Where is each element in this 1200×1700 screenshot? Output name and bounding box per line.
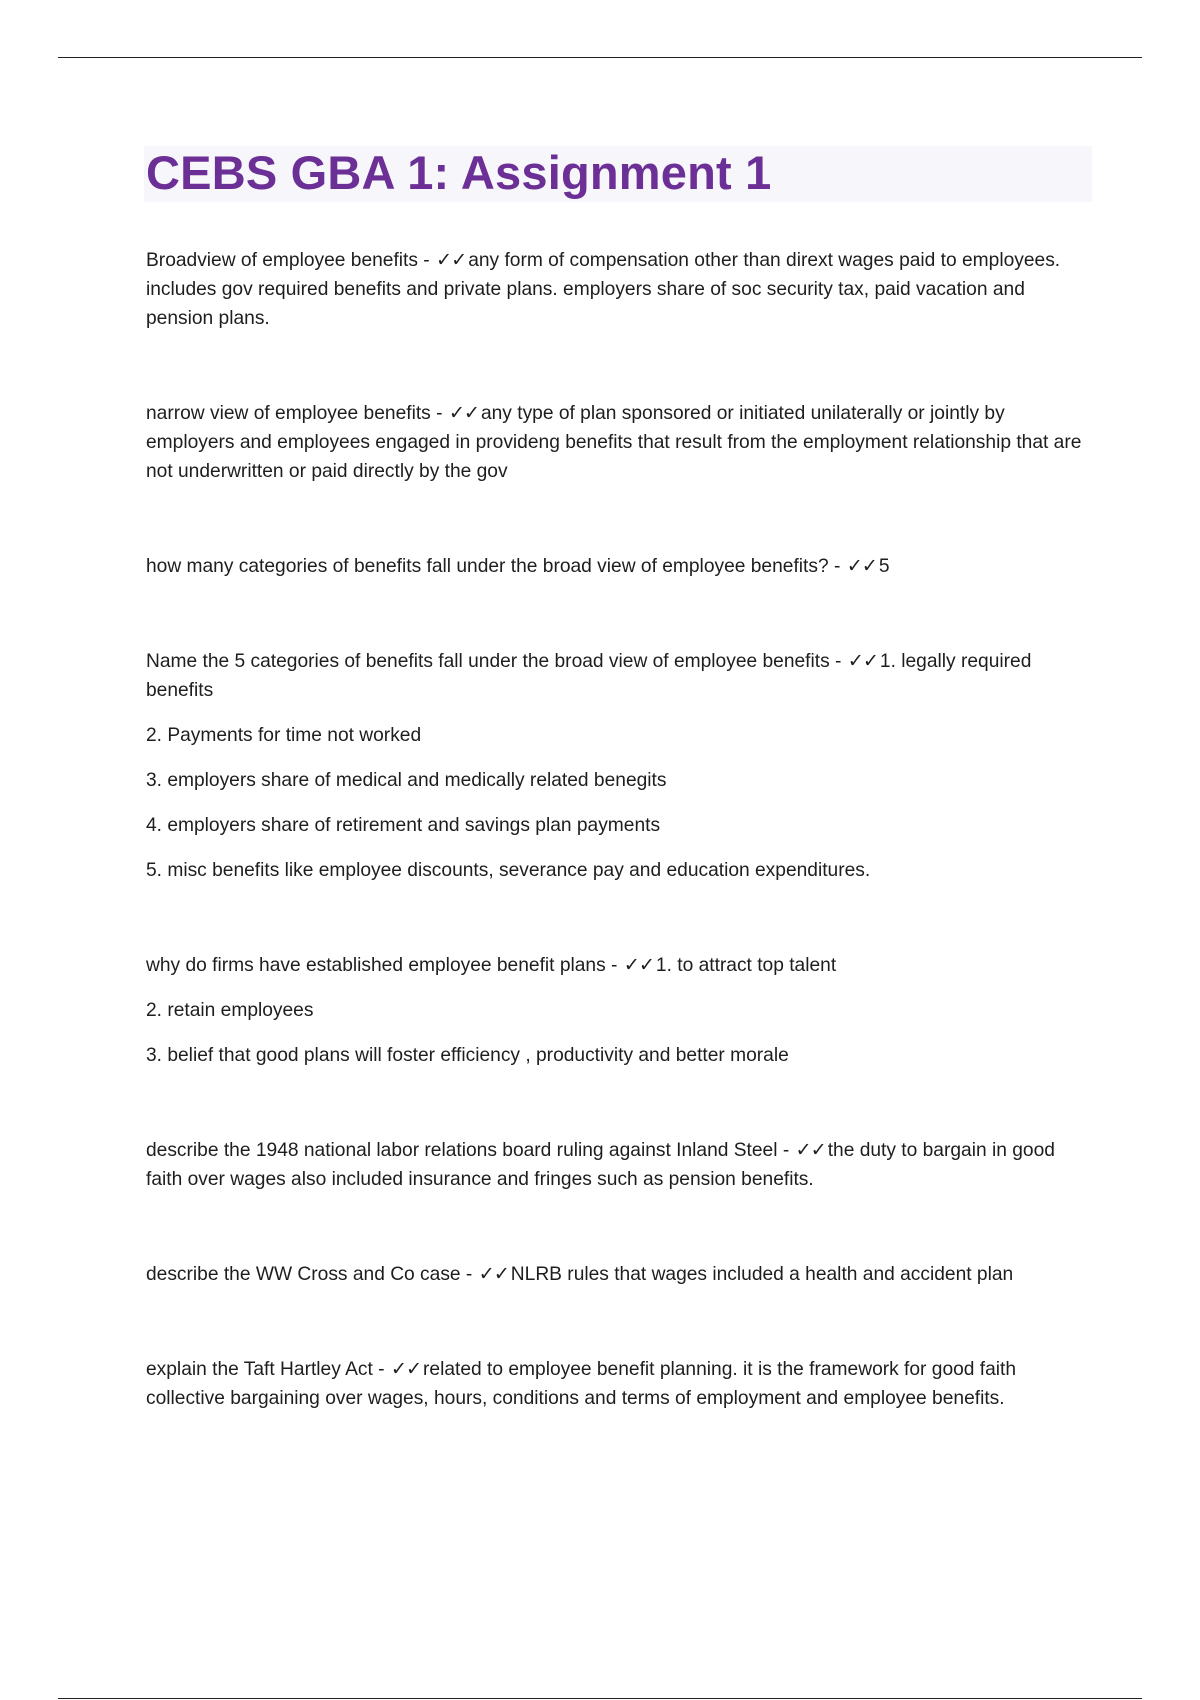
- answer-list-item: 2. Payments for time not worked: [146, 725, 422, 746]
- answer-text: NLRB rules that wages included a health and accident plan: [510, 1264, 1014, 1285]
- qa-question-answer: [146, 1355, 1086, 1413]
- bottom-rule: [58, 1698, 1142, 1699]
- check-mark-icon: ✓✓: [436, 250, 467, 271]
- answer-text: any type of plan sponsored or initiated unilaterally or jointly by employers and employees engaged in provideng benefits that result from the employment relationship that are not underwritten or paid directly by the gov: [146, 403, 1082, 482]
- question-text: Name the 5 categories of benefits fall under the broad view of employee benefits -: [146, 651, 847, 672]
- check-mark-icon: ✓✓: [478, 1264, 509, 1285]
- check-mark-icon: ✓✓: [847, 651, 878, 672]
- question-text: how many categories of benefits fall under the broad view of employee benefits? -: [146, 556, 846, 577]
- check-mark-icon: ✓✓: [846, 556, 877, 577]
- qa-item-3: [146, 552, 1086, 581]
- qa-question-answer: [146, 1136, 1086, 1194]
- answer-list-item: 3. employers share of medical and medically related benegits: [146, 770, 667, 791]
- document-body: [146, 246, 1086, 1479]
- answer-list-item: 4. employers share of retirement and savings plan payments: [146, 815, 661, 836]
- qa-item-6: [146, 1136, 1086, 1194]
- qa-question-answer: [146, 1260, 1086, 1289]
- qa-question-answer: [146, 246, 1086, 333]
- qa-item-1: [146, 246, 1086, 333]
- answer-text: 5: [878, 556, 890, 577]
- top-rule: [58, 57, 1142, 58]
- question-text: narrow view of employee benefits -: [146, 403, 448, 424]
- check-mark-icon: ✓✓: [448, 403, 479, 424]
- qa-item-2: [146, 399, 1086, 486]
- answer-text: related to employee benefit planning. it is the framework for good faith collective bargaining over wages, hours, conditions and terms of employment and employee benefits.: [146, 1359, 1017, 1409]
- qa-question-answer: [146, 552, 1086, 581]
- question-text: why do firms have established employee benefit plans -: [146, 955, 623, 976]
- question-text: explain the Taft Hartley Act -: [146, 1359, 390, 1380]
- answer-list-item: 5. misc benefits like employee discounts, severance pay and education expenditures.: [146, 860, 871, 881]
- page-title: CEBS GBA 1: Assignment 1: [146, 146, 772, 199]
- answer-text: any form of compensation other than dirext wages paid to employees. includes gov required benefits and private plans. employers share of soc security tax, paid vacation and pension plans.: [146, 250, 1061, 329]
- qa-item-8: [146, 1355, 1086, 1413]
- question-text: Broadview of employee benefits -: [146, 250, 436, 271]
- answer-text: the duty to bargain in good faith over wages also included insurance and fringes such as pension benefits.: [146, 1140, 1055, 1190]
- qa-question-answer: [146, 399, 1086, 486]
- qa-item-5: [146, 951, 1086, 1070]
- answer-text: 1. to attract top talent: [655, 955, 837, 976]
- check-mark-icon: ✓✓: [390, 1359, 422, 1380]
- answer-list-item: 3. belief that good plans will foster efficiency , productivity and better morale: [146, 1045, 789, 1066]
- qa-question-answer: [146, 951, 1086, 980]
- check-mark-icon: ✓✓: [623, 955, 654, 976]
- answer-list-item: 2. retain employees: [146, 1000, 314, 1021]
- qa-question-answer: [146, 647, 1086, 705]
- check-mark-icon: ✓✓: [795, 1140, 826, 1161]
- question-text: describe the 1948 national labor relations board ruling against Inland Steel -: [146, 1140, 795, 1161]
- qa-item-7: [146, 1260, 1086, 1289]
- question-text: describe the WW Cross and Co case -: [146, 1264, 478, 1285]
- qa-item-4: [146, 647, 1086, 885]
- answer-text: 1. legally required benefits: [146, 651, 1032, 701]
